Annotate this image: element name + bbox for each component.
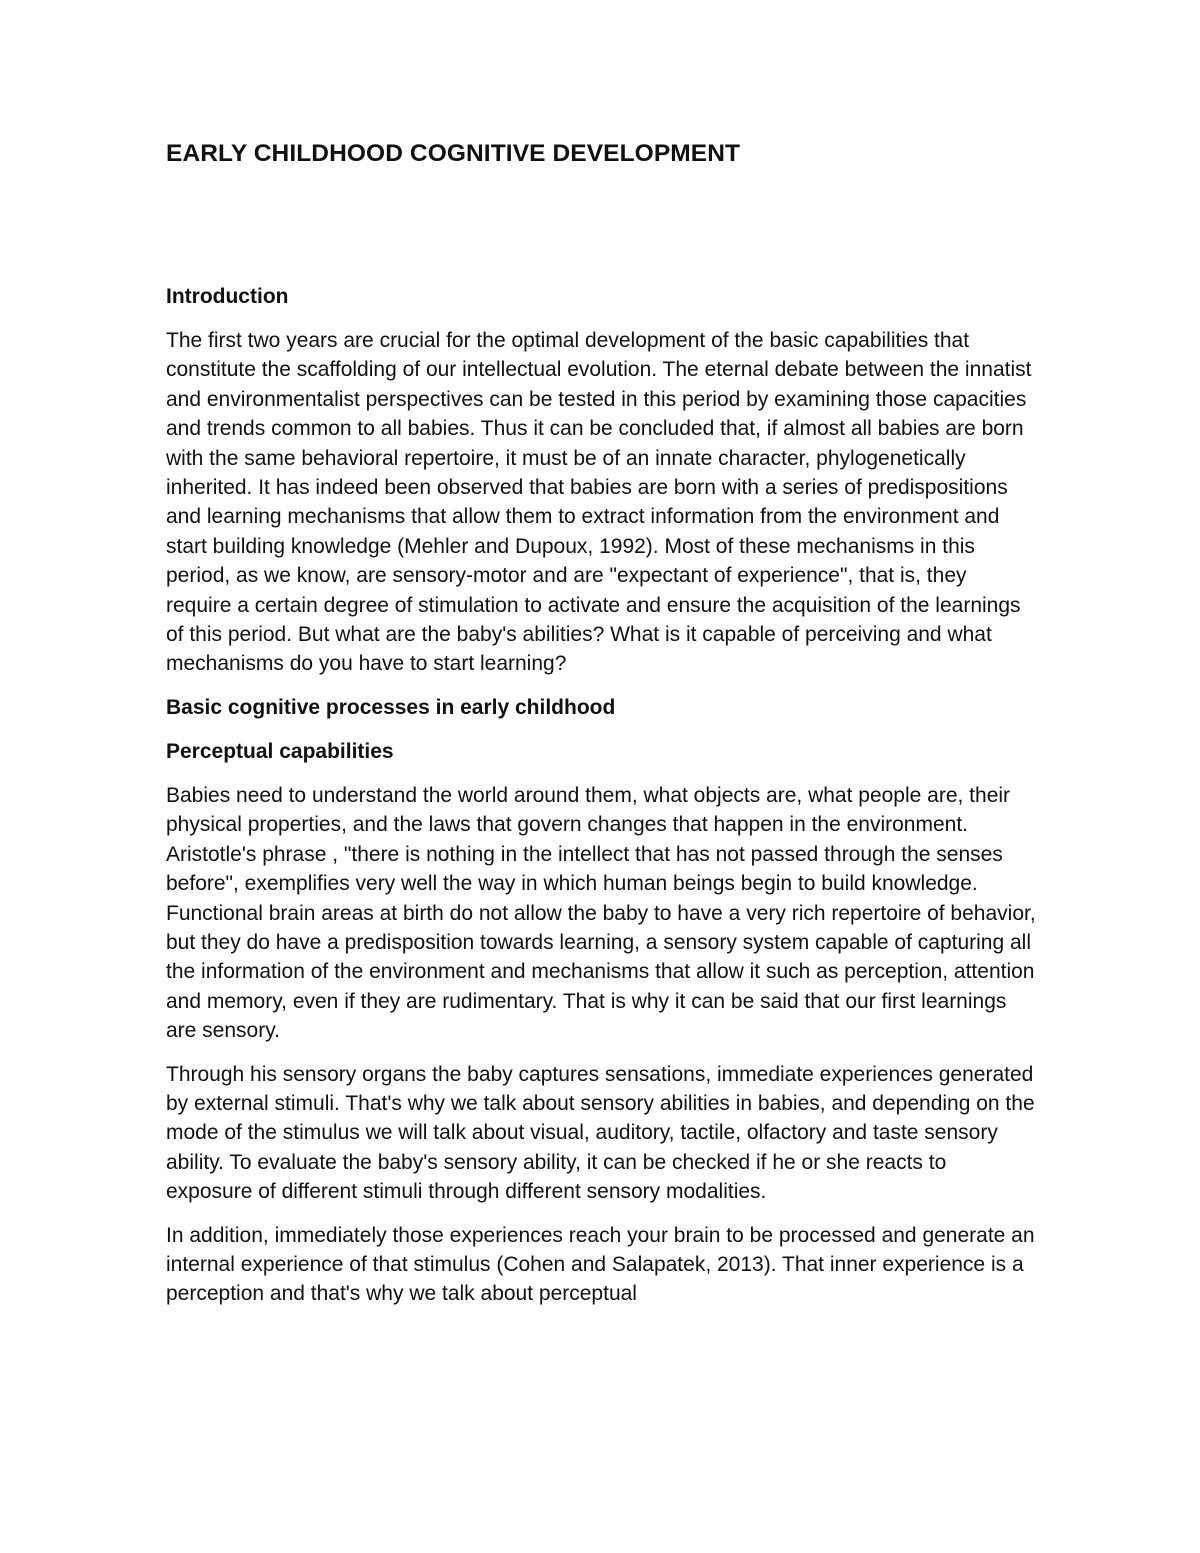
- introduction-paragraph: The first two years are crucial for the optimal development of the basic capabilities that constitute the scaffolding of our intellectual evolution. The eternal debate between the innatist and environmentalist perspectives can be tested in this period by examining those capacities and trends common to all babies. Thus it can be concluded that, if almost all babies are born with the same behavioral repertoire, it must be of an innate character, phylogenetically inherited. It has indeed been observed that babies are born with a series of predispositions and learning mechanisms that allow them to extract information from the environment and start building knowledge (Mehler and Dupoux, 1992). Most of these mechanisms in this period, as we know, are sensory-motor and are "expectant of experience", that is, they require a certain degree of stimulation to activate and ensure the acquisition of the learnings of this period. But what are the baby's abilities? What is it capable of perceiving and what mechanisms do you have to start learning?: [166, 329, 1032, 676]
- perceptual-paragraph-2: Through his sensory organs the baby captures sensations, immediate experiences generated by external stimuli. That's why we talk about sensory abilities in babies, and depending on the mode of the stimulus we will talk about visual, auditory, tactile, olfactory and taste sensory ability. To evaluate the baby's sensory ability, it can be checked if he or she reacts to exposure of different stimuli through different sensory modalities.: [166, 1062, 1035, 1204]
- introduction-heading: Introduction: [166, 285, 289, 308]
- basic-processes-heading: Basic cognitive processes in early childhood: [166, 695, 616, 719]
- document-body: [166, 282, 1036, 1309]
- document-title: EARLY CHILDHOOD COGNITIVE DEVELOPMENT: [166, 140, 741, 167]
- perceptual-heading: Perceptual capabilities: [166, 739, 394, 763]
- perceptual-paragraph-3: In addition, immediately those experiences reach your brain to be processed and generate an internal experience of that stimulus (Cohen and Salapatek, 2013). That inner experience is a perception and that's why we talk about perceptual: [166, 1223, 1035, 1306]
- perceptual-paragraph-1: Babies need to understand the world around them, what objects are, what people are, their physical properties, and the laws that govern changes that happen in the environment. Aristotle's phrase , "there is nothing in the intellect that has not passed through the senses before", exemplifies very well the way in which human beings begin to build knowledge. Functional brain areas at birth do not allow the baby to have a very rich repertoire of behavior, but they do have a predisposition towards learning, a sensory system capable of capturing all the information of the environment and mechanisms that allow it such as perception, attention and memory, even if they are rudimentary. That is why it can be said that our first learnings are sensory.: [166, 783, 1036, 1043]
